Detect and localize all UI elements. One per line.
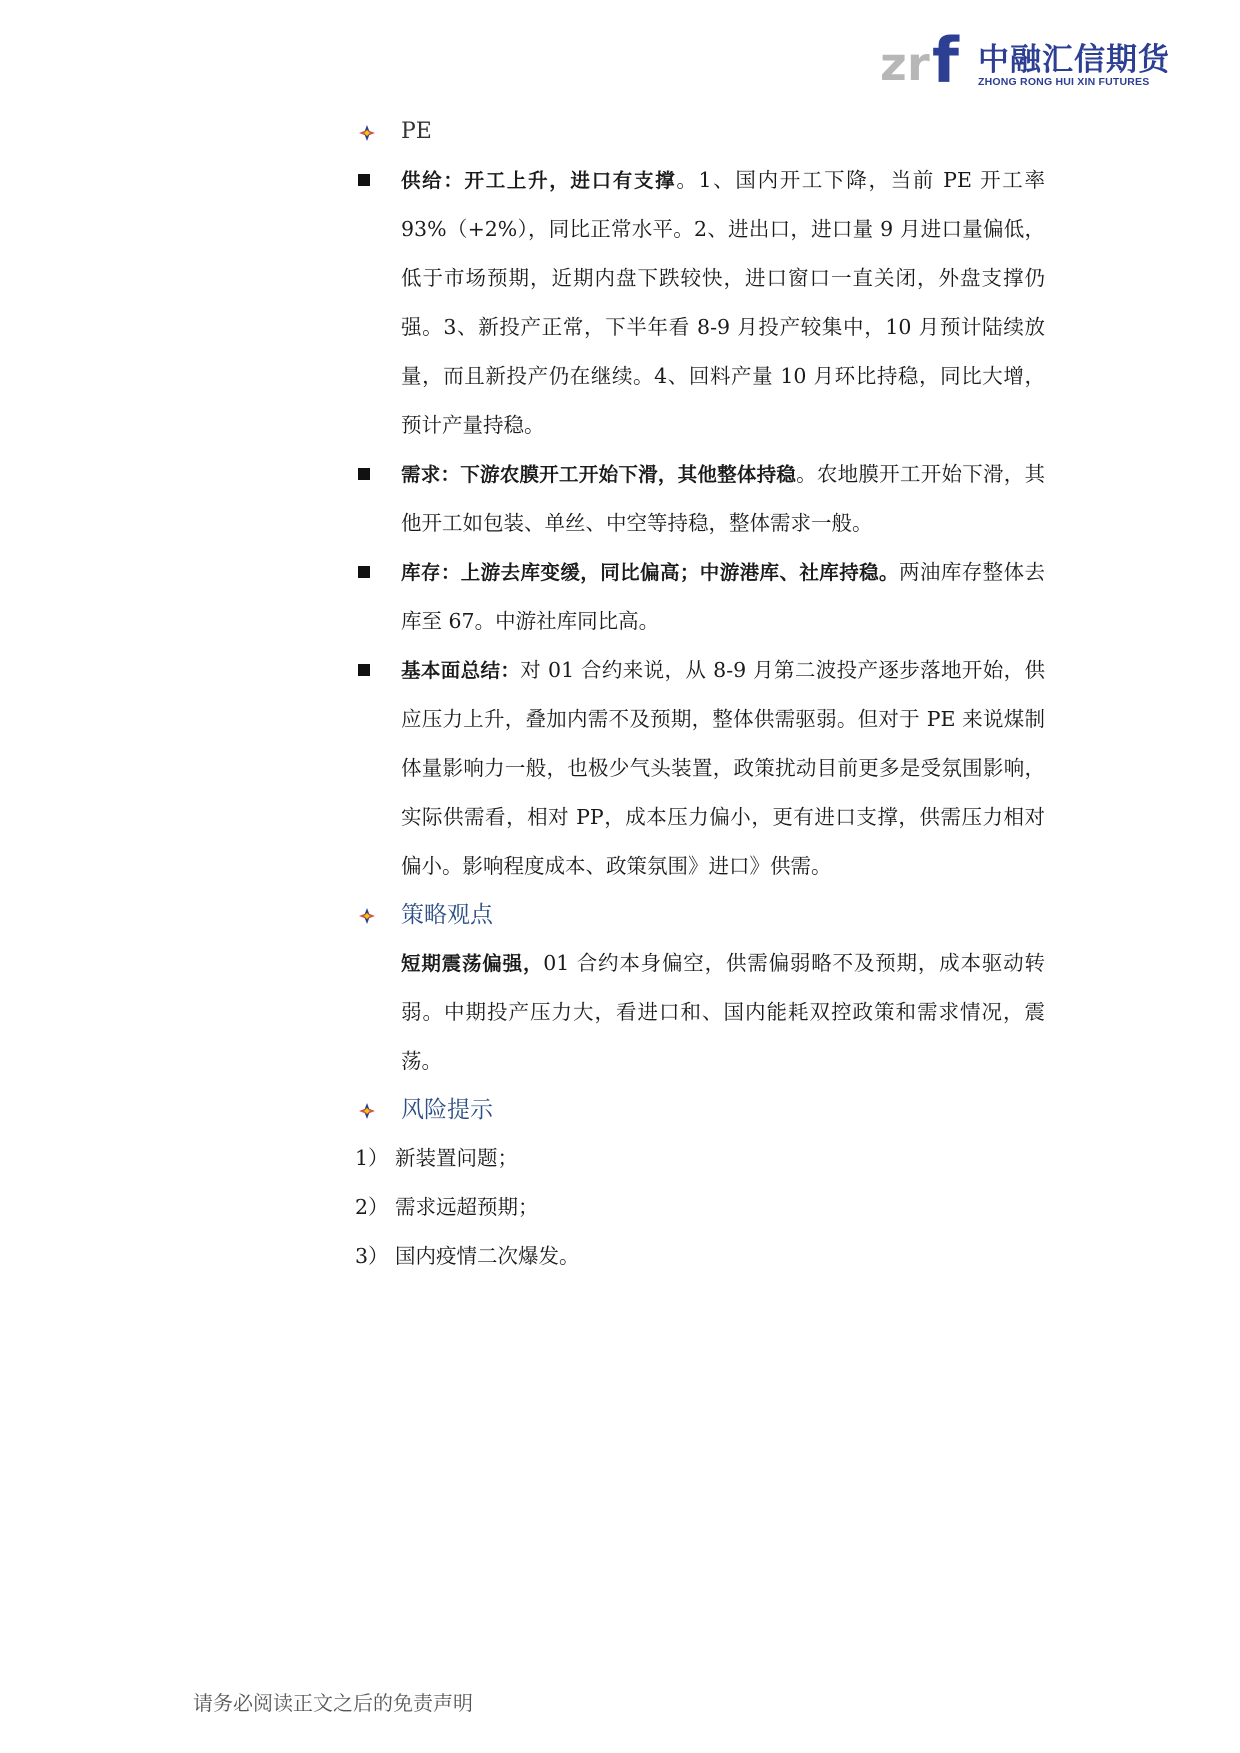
- risk-item: [355, 1183, 1045, 1232]
- report-content: [355, 108, 1045, 1281]
- square-bullet-icon: [358, 468, 370, 480]
- bullet-label: 供给：开工上升，进口有支撑: [401, 169, 677, 192]
- risk-text: 国内疫情二次爆发。: [395, 1244, 580, 1268]
- bullet-text: 对 01 合约来说，从 8-9 月第二波投产逐步落地开始，供应压力上升，叠加内需不及预期，整体供需驱弱。但对于 PE 来说煤制体量影响力一般，也极少气头装置，政策扰动目前更多是受氛围影响，实际供需看，相对 PP，成本压力偏小，更有进口支撑，供需压力相对偏小。影响程度成本、政策氛围》进口》供需。: [401, 658, 1045, 878]
- strategy-paragraph: [355, 939, 1045, 1086]
- risk-number: 3）: [355, 1244, 389, 1268]
- square-bullet-icon: [358, 664, 370, 676]
- diamond-bullet-icon: [358, 124, 376, 142]
- bullet-demand: [355, 450, 1045, 548]
- svg-text:z: z: [880, 37, 907, 91]
- brand-name-cn: 中融汇信期货: [978, 42, 1170, 78]
- bullet-label: 需求：下游农膜开工开始下滑，其他整体持稳: [401, 463, 797, 486]
- risk-text: 新装置问题；: [395, 1146, 518, 1170]
- zrf-logo-mark: [880, 28, 970, 94]
- svg-text:f: f: [932, 28, 959, 94]
- section-title: 策略观点: [401, 902, 493, 928]
- bullet-label: 库存：上游去库变缓，同比偏高；中游港库、社库持稳。: [401, 561, 899, 584]
- bullet-text: 。1、国内开工下降，当前 PE 开工率 93%（+2%），同比正常水平。2、进出口，进口量 9 月进口量偏低，低于市场预期，近期内盘下跌较快，进口窗口一直关闭，外盘支撑仍强。3、新投产正常，下半年看 8-9 月投产较集中，10 月预计陆续放量，而且新投产仍在继续。4、回料产量 10 月环比持稳，同比大增，预计产量持稳。: [401, 168, 1045, 437]
- strategy-text: 01 合约本身偏空，供需偏弱略不及预期，成本驱动转弱。中期投产压力大，看进口和、国内能耗双控政策和需求情况，震荡。: [401, 951, 1045, 1073]
- section-heading-risk: [355, 1086, 1045, 1134]
- svg-text:r: r: [907, 37, 930, 91]
- square-bullet-icon: [358, 174, 370, 186]
- risk-text: 需求远超预期；: [395, 1195, 539, 1219]
- risk-number: 2）: [355, 1195, 389, 1219]
- bullet-summary: [355, 646, 1045, 891]
- risk-item: [355, 1134, 1045, 1183]
- bullet-label: 基本面总结：: [401, 659, 521, 682]
- bullet-text: 。农地膜开工开始下滑，其他开工如包装、单丝、中空等持稳，整体需求一般。: [401, 462, 1045, 535]
- bullet-inventory: [355, 548, 1045, 646]
- brand-name-en: ZHONG RONG HUI XIN FUTURES: [978, 76, 1150, 88]
- footer-disclaimer: 请务必阅读正文之后的免责声明: [193, 1691, 473, 1715]
- bullet-text: 两油库存整体去库至 67。中游社库同比高。: [401, 560, 1045, 633]
- square-bullet-icon: [358, 566, 370, 578]
- company-logo: [880, 28, 1180, 94]
- diamond-bullet-icon: [358, 1102, 376, 1120]
- risk-item: [355, 1232, 1045, 1281]
- diamond-bullet-icon: [358, 907, 376, 925]
- strategy-label: 短期震荡偏强，: [401, 952, 544, 975]
- section-heading-strategy: [355, 891, 1045, 939]
- section-heading-pe: [355, 108, 1045, 156]
- risk-number: 1）: [355, 1146, 389, 1170]
- section-title: PE: [401, 119, 432, 144]
- bullet-supply: [355, 156, 1045, 450]
- section-title: 风险提示: [401, 1097, 493, 1123]
